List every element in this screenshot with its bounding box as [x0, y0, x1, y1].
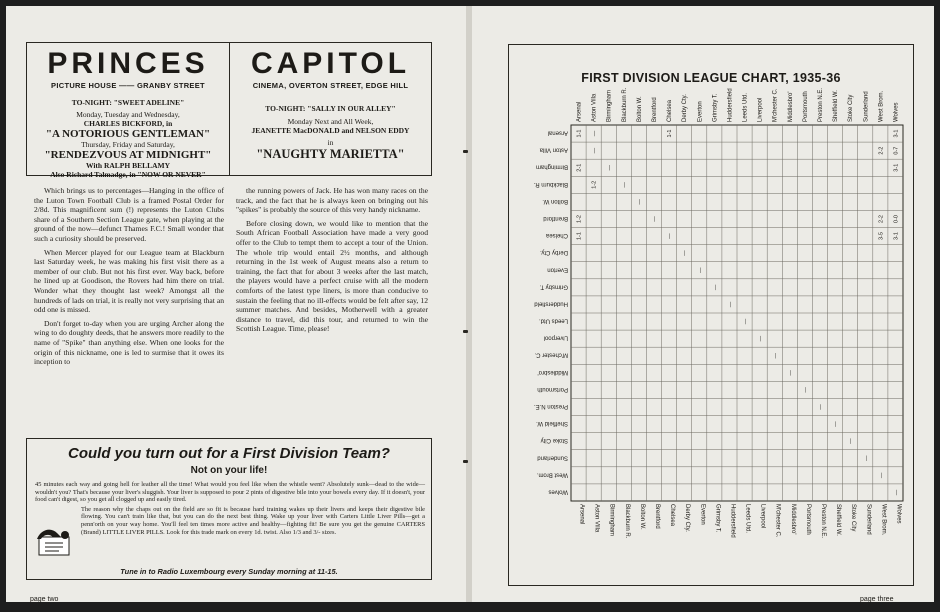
away-team-header: Preston N.E. — [818, 87, 824, 122]
away-team-header: Derby Cty. — [682, 94, 689, 122]
home-team-label: Preston N.E. — [533, 403, 568, 409]
capitol-film: "NAUGHTY MARIETTA" — [256, 147, 405, 161]
home-team-label: Portsmouth — [537, 385, 568, 392]
capitol-days: Monday Next and All Week, — [287, 117, 374, 126]
article-column-1 — [34, 186, 224, 371]
away-team-header: Wolves — [893, 102, 900, 122]
league-chart-grid — [509, 45, 913, 585]
result-cell: 1-2 — [576, 215, 583, 223]
team-footer-label: Derby Cty. — [684, 504, 691, 532]
article-paragraph: When Mercer played for our League team at Blackburn last Saturday week, he was making his first visit there as a member of our club. But not his first ever. Way back, before he lined up at Goodison, the Rovers had him there on trial. Wonder what they thought last week? Amongst all the hundreds of lads on trial, it is really not very surprising that an odd one is missed. — [34, 247, 224, 315]
result-cell: — — [697, 267, 704, 274]
ad-paragraph: 45 minutes each way and going hell for leather all the time! What would you feel like when the whistle went? Absolutely sunk—dead to the wide—wouldn't you? That's because your liver's sluggish. Your liver is supposed to pour 2 pints of digestive bile into your bowels every day. If it doesn't, your food can't digest, so you get all clogged up and easily tired. — [35, 481, 425, 504]
result-cell: — — [682, 250, 689, 256]
away-team-header: Birmingham — [606, 89, 613, 122]
result-cell: 0-0 — [893, 215, 900, 223]
home-team-label: Stoke City — [540, 437, 568, 444]
ad-subheadline: Not on your life! — [190, 465, 268, 476]
away-team-header: Portsmouth — [802, 91, 809, 122]
capitol-tonight: TO-NIGHT: "SALLY IN OUR ALLEY" — [265, 104, 396, 113]
team-footer-label: Huddersfield — [729, 504, 736, 538]
home-team-label: Sunderland — [537, 454, 568, 461]
result-cell: — — [893, 489, 900, 496]
article-paragraph: Which brings us to percentages—Hanging in the office of the Luton Town Football Club is a framed Postal Order for 2/8d. This magnificent sum (!) represents the Luton Clubs share of a Southern Section League gate, when playing at the ground of the now—defunct Thames F.C.! Small wonder that such a curiosity should be preserved. — [34, 186, 224, 243]
result-cell: — — [636, 199, 643, 205]
capitol-in: in — [327, 138, 334, 147]
team-footer-label: Sunderland — [865, 504, 872, 535]
result-cell: — — [787, 370, 794, 376]
home-team-label: Huddersfield — [534, 300, 568, 307]
team-footer-label: Middlesbro' — [789, 504, 796, 535]
liver-pills-ad — [26, 438, 432, 580]
team-footer-label: Sheffield W. — [835, 504, 842, 536]
away-team-header: Everton — [697, 101, 704, 122]
home-team-label: Birmingham — [535, 163, 568, 170]
princes-star-1: CHARLES BICKFORD, in — [83, 119, 173, 128]
result-cell: 2-2 — [878, 215, 885, 223]
princes-star-2: With RALPH BELLAMY — [85, 161, 171, 170]
result-cell: 1-1 — [576, 129, 583, 138]
result-cell: — — [878, 472, 885, 479]
result-cell: — — [757, 335, 764, 342]
away-team-header: West Brom. — [878, 90, 885, 122]
away-team-header: Liverpool — [757, 97, 764, 122]
away-team-header: Aston Villa — [591, 93, 598, 122]
result-cell: 3-1 — [893, 232, 900, 241]
home-team-label: Wolves — [548, 488, 568, 495]
team-footer-label: Bolton W. — [638, 504, 645, 530]
home-team-label: Everton — [547, 266, 568, 273]
away-team-header: Grimsby T. — [712, 93, 719, 122]
result-cell: — — [848, 438, 855, 444]
team-footer-label: M'chester C. — [774, 504, 781, 538]
result-cell: — — [591, 147, 598, 154]
result-cell: — — [727, 301, 734, 308]
league-chart-frame — [508, 44, 914, 586]
radio-tagline: Tune in to Radio Luxembourg every Sunday morning at 11-15. — [120, 567, 338, 576]
result-cell: 3-1 — [893, 163, 900, 172]
team-footer-label: West Brom. — [880, 504, 887, 536]
article-paragraph: Don't forget to-day when you are urging Archer along the wing to do doughty deeds, that he answers more readily to the name of "Spike" than anything else. When one looks for the origin of this nickname, one is led to surmise that it owes its inception to — [34, 318, 224, 367]
home-team-label: Blackburn R. — [533, 180, 568, 187]
result-cell: — — [772, 352, 779, 359]
binding-staple — [463, 330, 468, 333]
page-number-right: page three — [860, 596, 894, 603]
result-cell: — — [863, 455, 870, 462]
home-team-label: Arsenal — [547, 129, 568, 136]
away-team-header: Arsenal — [576, 101, 583, 122]
result-cell: 3-1 — [893, 129, 900, 138]
team-footer-label: Birmingham — [608, 504, 615, 537]
team-footer-label: Everton — [699, 504, 706, 525]
ad-paragraph: The reason why the chaps out on the field are so fit is because hard training wakes up their livers and keeps their digestive bile flowing. You can't train like that, but you can do the next best thing. Wake up your liver with Carters Little Liver Pills—get a penn'orth on your way home. You'll feel ten times more active and healthy—fighting fit! Be sure you get the genuine CARTERS (Brand) LITTLE LIVER PILLS. Look for this trade mark on every 1d. twist. Also 1/3 and 3/- sizes. — [81, 505, 425, 536]
ad-body — [35, 481, 425, 538]
princes-days-1: Monday, Tuesday and Wednesday, — [76, 110, 180, 119]
team-footer-label: Preston N.E. — [820, 504, 826, 539]
home-team-label: Leeds Utd. — [538, 317, 568, 324]
result-cell: — — [833, 421, 840, 427]
away-team-header: Bolton W. — [636, 96, 643, 122]
capitol-address: CINEMA, OVERTON STREET, EDGE HILL — [252, 81, 409, 90]
capitol-stars: JEANETTE MacDONALD and NELSON EDDY — [251, 126, 410, 135]
princes-also: Also Richard Talmadge, in "NOW OR NEVER" — [50, 170, 206, 179]
result-cell: — — [591, 130, 598, 137]
result-cell: — — [652, 216, 658, 222]
article-paragraph: the running powers of Jack. He has won many races on the track, and the fact that he is always keen on bringing out his "spikes" is probably the source of this very handy nickname. — [236, 186, 428, 215]
cinema-ad-box — [26, 42, 432, 179]
away-team-header: M'chester C. — [772, 88, 779, 122]
result-cell: 2-1 — [576, 163, 583, 172]
home-team-label: Aston Villa — [539, 146, 568, 153]
ad-headline: Could you turn out for a First Division Team? — [68, 445, 390, 462]
team-footer-label: Wolves — [895, 504, 902, 524]
home-team-label: Bolton W. — [542, 197, 568, 204]
team-footer-label: Leeds Utd. — [744, 504, 751, 534]
home-team-label: Liverpool — [543, 334, 568, 341]
result-cell: 1-1 — [576, 232, 583, 241]
home-team-label: Derby Cty. — [540, 249, 568, 256]
away-team-header: Middlesbro' — [787, 91, 794, 122]
away-team-header: Huddersfield — [727, 88, 734, 122]
away-team-header: Brentford — [652, 97, 658, 122]
result-cell: — — [606, 164, 613, 171]
home-team-label: M'chester C. — [534, 351, 568, 358]
result-cell: 2-2 — [878, 146, 885, 155]
away-team-header: Blackburn R. — [621, 87, 628, 122]
home-team-label: Brentford — [543, 215, 568, 221]
princes-ad — [27, 43, 230, 179]
result-cell: — — [742, 318, 749, 325]
result-cell: 1-2 — [591, 180, 598, 189]
away-team-header: Sunderland — [863, 91, 870, 122]
chart-title: FIRST DIVISION LEAGUE CHART, 1935-36 — [581, 71, 841, 85]
result-cell: — — [818, 404, 824, 410]
capitol-ad — [230, 43, 431, 175]
result-cell: — — [621, 182, 628, 188]
team-footer-label: Grimsby T. — [714, 504, 721, 533]
princes-tonight: TO-NIGHT: "SWEET ADELINE" — [71, 98, 185, 107]
princes-days-2: Thursday, Friday and Saturday, — [81, 140, 175, 149]
result-cell: — — [667, 233, 674, 239]
binding-staple — [463, 150, 468, 153]
princes-address: PICTURE HOUSE —— GRANBY STREET — [51, 81, 205, 90]
result-cell: 1-1 — [667, 129, 674, 138]
article-column-2 — [236, 186, 428, 338]
home-team-label: Chelsea — [545, 232, 568, 239]
result-cell: 0-7 — [893, 146, 900, 155]
away-team-header: Stoke City — [848, 94, 855, 122]
result-cell: — — [712, 284, 719, 291]
team-footer-label: Liverpool — [759, 504, 766, 529]
home-team-label: Middlesbro' — [537, 368, 568, 375]
home-team-label: West Brom. — [536, 471, 568, 478]
team-footer-label: Chelsea — [669, 504, 676, 527]
team-footer-label: Arsenal — [578, 504, 585, 525]
book-spine — [466, 6, 472, 602]
home-team-label: Sheffield W. — [536, 420, 568, 427]
princes-name: PRINCES — [47, 47, 209, 80]
capitol-name: CAPITOL — [250, 47, 411, 80]
binding-staple — [463, 460, 468, 463]
page-number-left: page two — [30, 596, 59, 603]
away-team-header: Chelsea — [667, 99, 674, 122]
team-footer-label: Stoke City — [850, 504, 857, 532]
away-team-header: Leeds Utd. — [742, 92, 749, 122]
princes-film-2: "RENDEZVOUS AT MIDNIGHT" — [44, 149, 212, 161]
article-paragraph: Before closing down, we would like to mention that the South African Football Association have made a very good offer to the Club to tempt them to accept a tour of the Union. The whole trip would entail 2½ months, and although returning in the 1st week of August means also a return to training, the fact that for about 3 weeks after the last match, the players would have a perfect cruise with all the modern comforts of the latest type liners, is more than conducive to sustain the feeling that no ill-effects would be felt after say, 12 summer matches. And besides, Motherwell with a greater distance to travel, did this tour, and returned to win the Scottish League. Time, please! — [236, 218, 428, 334]
princes-film-1: "A NOTORIOUS GENTLEMAN" — [45, 128, 211, 140]
result-cell: — — [802, 387, 809, 393]
home-team-label: Grimsby T. — [539, 283, 568, 290]
team-footer-label: Portsmouth — [804, 504, 811, 535]
carters-logo-icon — [35, 525, 79, 559]
team-footer-label: Blackburn R. — [623, 504, 630, 539]
result-cell: 3-5 — [878, 232, 885, 241]
team-footer-label: Brentford — [654, 504, 660, 529]
team-footer-label: Aston Villa — [593, 504, 600, 533]
away-team-header: Sheffield W. — [833, 90, 840, 122]
